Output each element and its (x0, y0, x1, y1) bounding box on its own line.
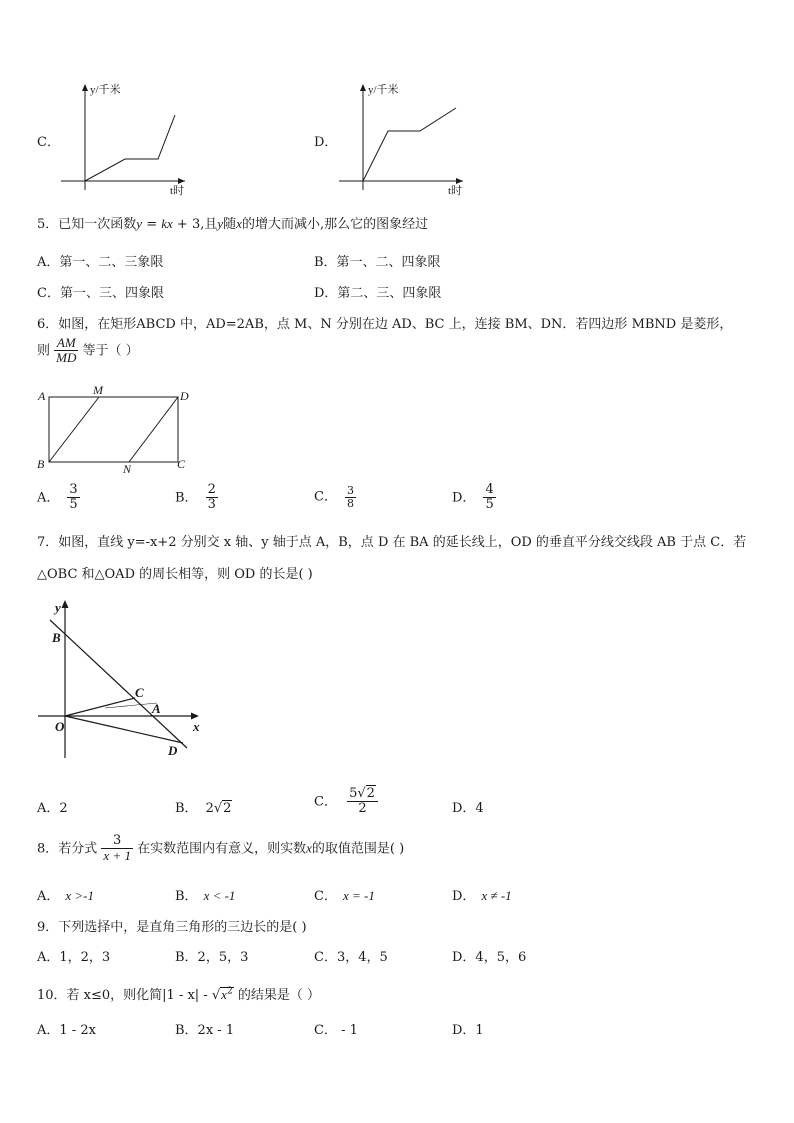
q6-stem-line2: 则 $\frac{AM}{MD}$ 等于（ ） (37, 335, 139, 366)
label-b: B (37, 457, 45, 471)
q6-fraction: $\frac{AM}{MD}$ (56, 335, 77, 366)
q9-option-d[interactable]: D．4，5，6 (452, 950, 527, 965)
label-c: C (135, 685, 144, 700)
option-d-label: D． (314, 135, 338, 150)
q5-option-b[interactable]: B．第一、二、四象限 (314, 255, 441, 270)
q9-option-c[interactable]: C．3，4，5 (314, 950, 388, 965)
q8-stem: 8．若分式 $\frac{3}{x + 1}$ 在实数范围内有意义，则实数x的取值范围是( ) (37, 833, 405, 864)
label-y: y (55, 600, 61, 615)
graph-d (333, 78, 483, 198)
graph-c (55, 78, 205, 198)
label-m: M (93, 383, 103, 397)
q5-option-d[interactable]: D．第二、三、四象限 (314, 286, 442, 301)
label-x: x (193, 719, 200, 734)
q8-option-b[interactable]: B． x < -1 (175, 888, 236, 904)
q8-option-d[interactable]: D． x ≠ -1 (452, 888, 512, 904)
x-axis-label: t时 (170, 185, 185, 197)
label-d: D (168, 743, 178, 758)
q10-stem: 10．若 x≤0，则化简$|1 - x| - √x^2$ 的结果是（ ） (37, 986, 320, 1003)
q7-coordinate-figure (35, 598, 215, 763)
q9-stem: 9．下列选择中，是直角三角形的三边长的是( ) (37, 920, 307, 935)
q6-option-d[interactable]: D． $\frac{4}{5}$ (452, 482, 494, 513)
label-o: O (55, 719, 65, 734)
q7-option-a[interactable]: A．2 (37, 801, 68, 816)
label-d: D (180, 389, 189, 403)
label-a: A (152, 701, 161, 716)
option-c-label: C． (37, 135, 60, 150)
q7-stem-line1: 7．如图，直线 y=-x+2 分别交 x 轴、y 轴于点 A，B，点 D 在 BA 的延长线上，OD 的垂直平分线交线段 AB 于点 C．若 (37, 535, 747, 550)
q6-rectangle-figure (35, 382, 200, 474)
y-axis-label: y/千米 (368, 84, 399, 96)
label-c: C (177, 457, 186, 471)
q5-stem: 5．已知一次函数y = kx + 3,且y随x的增大而减小,那么它的图象经过 (37, 216, 429, 232)
q7-option-d[interactable]: D．4 (452, 801, 484, 816)
q8-option-a[interactable]: A． x >-1 (37, 888, 95, 904)
q8-option-c[interactable]: C． x = -1 (314, 888, 375, 904)
q7-option-b[interactable]: B． 2√2 (175, 801, 232, 816)
q9-option-b[interactable]: B．2，5，3 (175, 950, 249, 965)
label-b: B (52, 630, 61, 645)
q7-stem-line2: △OBC 和△OAD 的周长相等，则 OD 的长是( ) (37, 567, 313, 582)
q9-option-a[interactable]: A．1，2，3 (37, 950, 111, 965)
label-a: A (38, 389, 46, 403)
q7-option-c[interactable]: C． $\frac{5√2}{2}$ (314, 787, 378, 817)
q6-option-a[interactable]: A． $\frac{3}{5}$ (37, 482, 78, 513)
q6-option-c[interactable]: C． $\frac{3}{8}$ (314, 484, 354, 511)
q10-option-d[interactable]: D．1 (452, 1023, 484, 1038)
q10-option-c[interactable]: C． - 1 (314, 1023, 358, 1038)
q8-fraction: $\frac{3}{x + 1}$ (103, 833, 131, 864)
label-n: N (123, 462, 132, 474)
q6-stem-line1: 6．如图，在矩形ABCD 中，AD=2AB，点 M、N 分别在边 AD、BC 上，连接 BM、DN．若四边形 MBND 是菱形， (37, 317, 733, 332)
q5-option-a[interactable]: A．第一、二、三象限 (37, 255, 164, 270)
x-axis-label: t时 (448, 185, 463, 197)
q6-option-b[interactable]: B． $\frac{2}{3}$ (175, 482, 216, 513)
y-axis-label: y/千米 (90, 84, 121, 96)
q5-option-c[interactable]: C．第一、三、四象限 (37, 286, 164, 301)
q10-option-a[interactable]: A．1 - 2x (37, 1023, 96, 1038)
q10-option-b[interactable]: B．2x - 1 (175, 1023, 235, 1038)
